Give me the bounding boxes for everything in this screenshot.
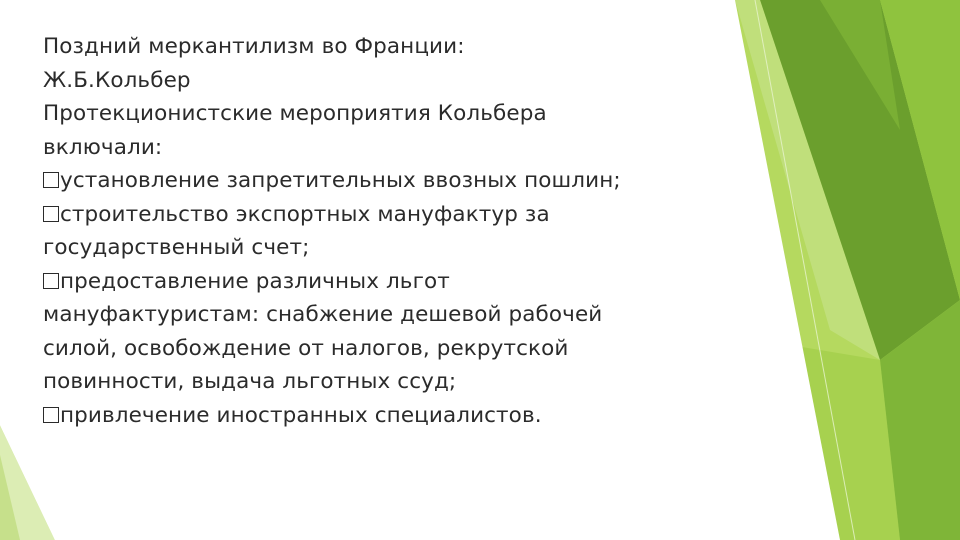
bullet-text-continued: мануфактуристам: снабжение дешевой рабочей <box>43 302 603 327</box>
bullet-item <box>43 198 743 232</box>
bullet-item <box>43 399 743 433</box>
bullet-text: привлечение иностранных специалистов. <box>60 402 542 428</box>
heading-line: Ж.Б.Кольбер <box>43 67 191 93</box>
bullet-box-icon <box>43 206 59 222</box>
bullet-item <box>43 164 743 198</box>
heading-line: Протекционистские мероприятия Кольбера <box>43 101 547 126</box>
bullet-text: предоставление различных льгот <box>60 268 450 294</box>
bullet-text-continued: государственный счет; <box>43 235 310 260</box>
bullet-item <box>43 265 743 299</box>
bullet-text: строительство экспортных мануфактур за <box>60 201 550 227</box>
bullet-box-icon <box>43 273 59 289</box>
bullet-box-icon <box>43 172 59 188</box>
heading-line: включали: <box>43 134 163 160</box>
slide-text-block <box>43 30 743 432</box>
bullet-text-continued: повинности, выдача льготных ссуд; <box>43 369 457 394</box>
bullet-text: установление запретительных ввозных пошлин; <box>60 168 621 193</box>
bullet-text-continued: силой, освобождение от налогов, рекрутской <box>43 335 569 361</box>
bullet-box-icon <box>43 407 59 423</box>
heading-line: Поздний меркантилизм во Франции: <box>43 34 465 59</box>
